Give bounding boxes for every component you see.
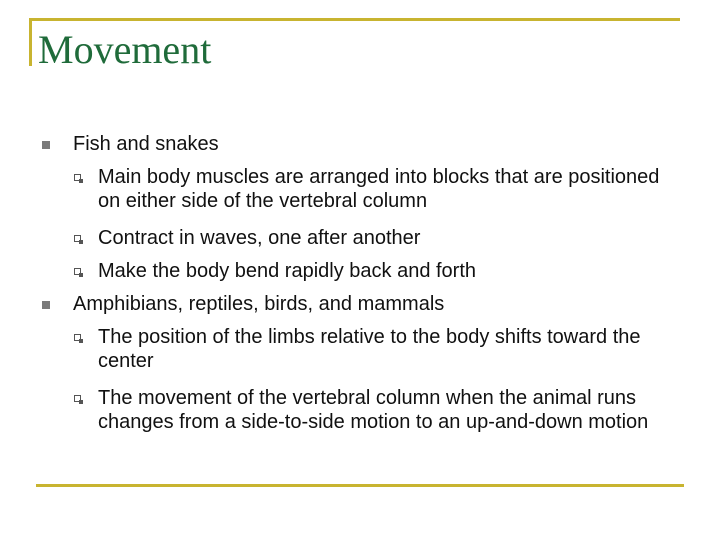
slide-title: Movement [38,27,212,72]
accent-line-bottom [36,484,684,487]
sub-bullet-icon [74,395,81,402]
sub-bullet-vertebral-motion: The movement of the vertebral column when the animal runs changes from a side-to-side motion to an up-and-down motion [98,387,649,433]
sub-bullet-muscle-blocks: Main body muscles are arranged into blocks that are positioned on either side of the vertebral column [98,166,660,212]
square-bullet-icon [42,301,50,309]
sub-bullet-icon [74,174,81,181]
bullet-fish-snakes: Fish and snakes [73,133,219,155]
sub-bullet-contract-waves: Contract in waves, one after another [98,227,421,249]
sub-bullet-icon [74,268,81,275]
sub-bullet-icon [74,334,81,341]
sub-bullet-limb-position: The position of the limbs relative to the body shifts toward the center [98,326,641,372]
sub-bullet-bend-body: Make the body bend rapidly back and forth [98,260,477,282]
square-bullet-icon [42,141,50,149]
bullet-amphibians-mammals: Amphibians, reptiles, birds, and mammals [73,293,445,315]
sub-bullet-icon [74,235,81,242]
